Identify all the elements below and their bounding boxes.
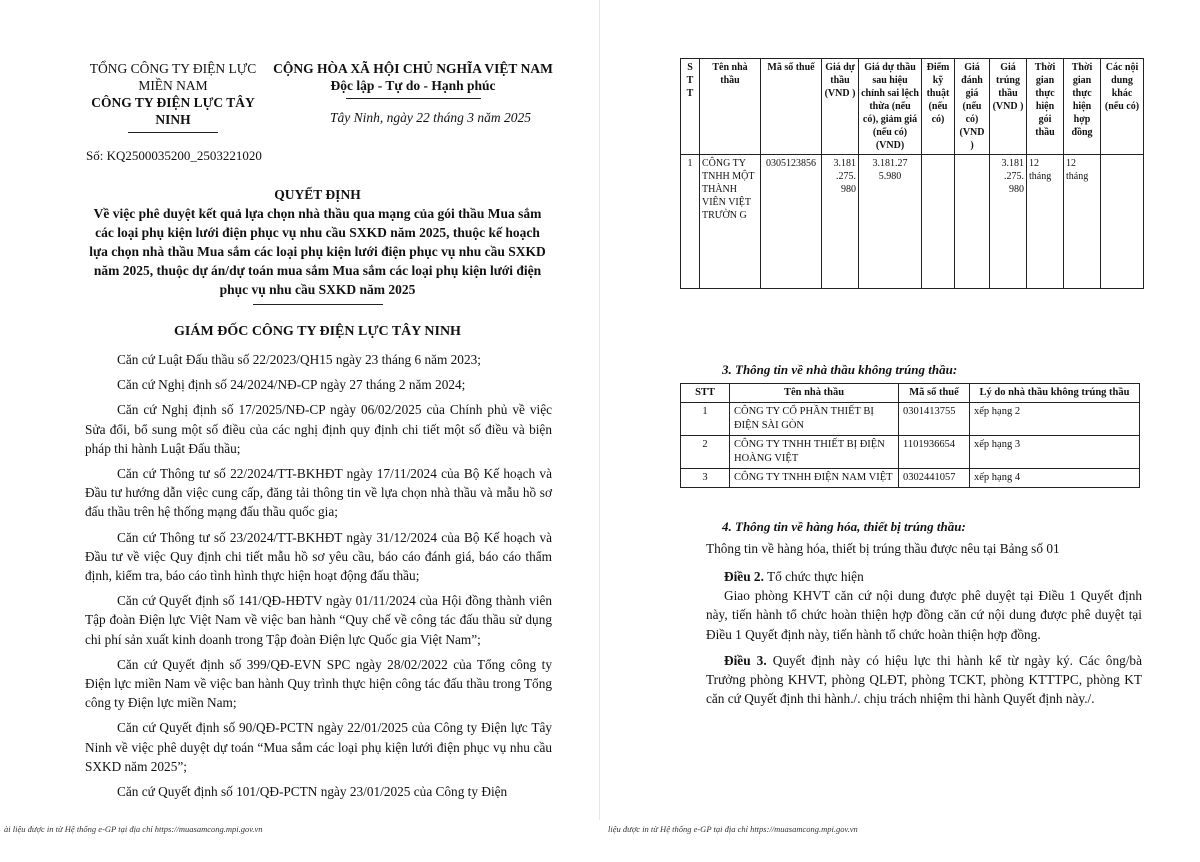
footer-right[interactable]: liệu được in từ Hệ thống e-GP tại địa chỉ https://muasamcong.mpi.gov.vn: [608, 824, 858, 834]
article-3: [706, 651, 1142, 715]
col-header: Mã số thuế: [899, 384, 970, 403]
table-cell: CÔNG TY TNHH THIẾT BỊ ĐIỆN HOÀNG VIỆT: [730, 436, 899, 469]
table-cell: xếp hạng 2: [970, 403, 1140, 436]
losing-bidders-table: [680, 383, 1140, 488]
table-cell: xếp hạng 3: [970, 436, 1140, 469]
subject-underline: [253, 304, 383, 305]
table-cell: 0305123856: [761, 155, 822, 289]
section-4-text: [706, 539, 1142, 558]
col-header: Thời gian thực hiện hợp đồng: [1064, 59, 1101, 155]
basis-paragraph: Căn cứ Quyết định số 399/QĐ-EVN SPC ngày 28/02/2022 của Tổng công ty Điện lực miền Nam về việc ban hành Quy trình thực hiện công tác đấu thầu trong Tổng công ty Điện lực miền Nam;: [85, 656, 552, 711]
table-cell: 3.181 .275. 980: [990, 155, 1027, 289]
col-header: STT: [681, 384, 730, 403]
basis-paragraph: Căn cứ Quyết định số 90/QĐ-PCTN ngày 22/01/2025 của Công ty Điện lực Tây Ninh về việc phê duyệt dự toán “Mua sắm các loại phụ kiện lưới điện phục vụ nhu cầu SXKD năm 2025”;: [85, 720, 552, 774]
col-header: Lý do nhà thầu không trúng thầu: [970, 384, 1140, 403]
footer-left[interactable]: ài liệu được in từ Hệ thống e-GP tại địa chỉ https://muasamcong.mpi.gov.vn: [4, 824, 263, 834]
table-cell: CÔNG TY CỔ PHẦN THIẾT BỊ ĐIỆN SÀI GÒN: [730, 403, 899, 436]
article-2-label: Điều 2.: [724, 569, 764, 584]
director-heading: GIÁM ĐỐC CÔNG TY ĐIỆN LỰC TÂY NINH: [174, 324, 461, 339]
article-2-title: Tổ chức thực hiện: [763, 569, 864, 584]
basis-paragraph: Căn cứ Nghị định số 24/2024/NĐ-CP ngày 27 tháng 2 năm 2024;: [117, 377, 466, 393]
table-header-row: [681, 59, 1144, 155]
basis-paragraph: Căn cứ Luật Đấu thầu số 22/2023/QH15 ngày 23 tháng 6 năm 2023;: [117, 352, 481, 367]
col-header: Giá trúng thầu (VND ): [990, 59, 1027, 155]
motto: Độc lập - Tự do - Hạnh phúc: [330, 78, 496, 93]
decision-subject: Về việc phê duyệt kết quả lựa chọn nhà thầu qua mạng của gói thầu Mua sắm các loại phụ kiện lưới điện phục vụ nhu cầu SXKD năm 2025, thuộc kế hoạch lựa chọn nhà thầu Mua sắm các loại phụ kiện lưới điện phục vụ nhu cầu SXKD năm 2025, thuộc dự án/dự toán mua sắm Mua sắm các loại phụ kiện lưới điện phục vụ nhu cầu SXKD năm 2025: [89, 206, 546, 297]
basis-paragraph: Căn cứ Quyết định số 141/QĐ-HĐTV ngày 01/11/2024 của Hội đồng thành viên Tập đoàn Điện lực Việt Nam về việc ban hành “Quy chế về công tác đấu thầu sử dụng chi phí sản xuất kinh doanh trong Tập đoàn Điện lực Quốc gia Việt Nam”;: [85, 593, 552, 647]
col-header: Điểm kỹ thuật (nếu có): [922, 59, 955, 155]
table-cell: 0302441057: [899, 469, 970, 488]
agency-parent: TỔNG CÔNG TY ĐIỆN LỰC MIỀN NAM: [89, 61, 257, 93]
date-line: Tây Ninh, ngày 22 tháng 3 năm 2025: [330, 110, 531, 125]
col-header: Mã số thuế: [761, 59, 822, 155]
section-4-title: 4. Thông tin về hàng hóa, thiết bị trúng thầu:: [722, 519, 966, 534]
table-cell: 0301413755: [899, 403, 970, 436]
col-header: Các nội dung khác (nếu có): [1101, 59, 1144, 155]
article-3-text: Quyết định này có hiệu lực thi hành kể từ ngày ký. Các ông/bà Trưởng phòng KHVT, phòng QLĐT, phòng TCKT, phòng KTTTPC, phòng KT căn cứ Quyết định thi hành./. chịu trách nhiệm thi hành Quyết định này./.: [706, 653, 1142, 707]
national-header: [268, 60, 558, 99]
doc-number: Số: KQ2500035200_2503221020: [86, 148, 262, 163]
article-2: [706, 567, 1142, 650]
table-row: [681, 403, 1140, 436]
article-3-label: Điều 3.: [724, 653, 767, 668]
article-2-text: Giao phòng KHVT căn cứ nội dung được phê duyệt tại Điều 1 Quyết định này, tiến hành tổ chức hoàn thiện hợp đồng căn cứ nội dung được phê duyệt tại Điều 1 Quyết định này, tiến hành tổ chức hoàn thiện hợp đồng.: [706, 588, 1142, 642]
table-cell: [922, 155, 955, 289]
table-cell: 12 tháng: [1027, 155, 1064, 289]
table-header-row: [681, 384, 1140, 403]
col-header: Thời gian thực hiện gói thầu: [1027, 59, 1064, 155]
table-cell: [1101, 155, 1144, 289]
col-header: Tên nhà thầu: [700, 59, 761, 155]
table-cell: 2: [681, 436, 730, 469]
table-cell: 3.181.27 5.980: [859, 155, 922, 289]
table-cell: 1101936654: [899, 436, 970, 469]
table-cell: 1: [681, 155, 700, 289]
table-cell: 3.181 .275. 980: [822, 155, 859, 289]
table-cell: 1: [681, 403, 730, 436]
basis-paragraph: Căn cứ Thông tư số 23/2024/TT-BKHĐT ngày 31/12/2024 của Bộ Kế hoạch và Đầu tư về việc Quy định chi tiết mẫu hồ sơ yêu cầu, báo cáo đánh giá, báo cáo thẩm định, kiểm tra, báo cáo tình hình thực hiện hoạt động đấu thầu;: [85, 529, 552, 584]
agency-header: [78, 60, 268, 133]
section-4-text-content: Thông tin về hàng hóa, thiết bị trúng thầu được nêu tại Bảng số 01: [706, 541, 1060, 556]
col-header: Giá dự thầu (VND ): [822, 59, 859, 155]
legal-basis: [85, 350, 552, 807]
table-cell: xếp hạng 4: [970, 469, 1140, 488]
col-header: S T T: [681, 59, 700, 155]
table-row: [681, 469, 1140, 488]
col-header: Giá đánh giá (nếu có) (VND ): [955, 59, 990, 155]
table-cell: 3: [681, 469, 730, 488]
winning-bidder-table: [680, 58, 1144, 289]
table-cell: [955, 155, 990, 289]
agency-underline: [128, 132, 218, 133]
country-name: CỘNG HÒA XÃ HỘI CHỦ NGHĨA VIỆT NAM: [273, 61, 553, 76]
col-header: Tên nhà thầu: [730, 384, 899, 403]
basis-paragraph: Căn cứ Nghị định số 17/2025/NĐ-CP ngày 06/02/2025 của Chính phủ về việc Sửa đổi, bổ sung một số điều của các nghị định quy định chi tiết một số điều và biện pháp thi hành Luật Đấu thầu;: [85, 402, 552, 456]
col-header: Giá dự thầu sau hiệu chỉnh sai lệch thừa (nếu có), giảm giá (nếu có) (VND): [859, 59, 922, 155]
table-row: [681, 155, 1144, 289]
table-cell: CÔNG TY TNHH ĐIỆN NAM VIỆT: [730, 469, 899, 488]
basis-paragraph: Căn cứ Quyết định số 101/QĐ-PCTN ngày 23/01/2025 của Công ty Điện: [117, 784, 508, 800]
basis-paragraph: Căn cứ Thông tư số 22/2024/TT-BKHĐT ngày 17/11/2024 của Bộ Kế hoạch và Đầu tư hướng dẫn việc cung cấp, đăng tải thông tin về lựa chọn nhà thầu và mẫu hồ sơ đấu thầu trên hệ thống mạng đấu thầu quốc gia;: [85, 466, 552, 520]
decision-title-block: [85, 185, 550, 305]
table-row: [681, 436, 1140, 469]
motto-underline: [346, 98, 481, 99]
table-cell: CÔNG TY TNHH MỘT THÀNH VIÊN VIỆT TRƯỜN G: [700, 155, 761, 289]
decision-title: QUYẾT ĐỊNH: [274, 187, 361, 202]
section-3-title: 3. Thông tin về nhà thầu không trúng thầu:: [722, 362, 958, 377]
agency-name: CÔNG TY ĐIỆN LỰC TÂY NINH: [91, 95, 255, 127]
table-cell: 12 tháng: [1064, 155, 1101, 289]
